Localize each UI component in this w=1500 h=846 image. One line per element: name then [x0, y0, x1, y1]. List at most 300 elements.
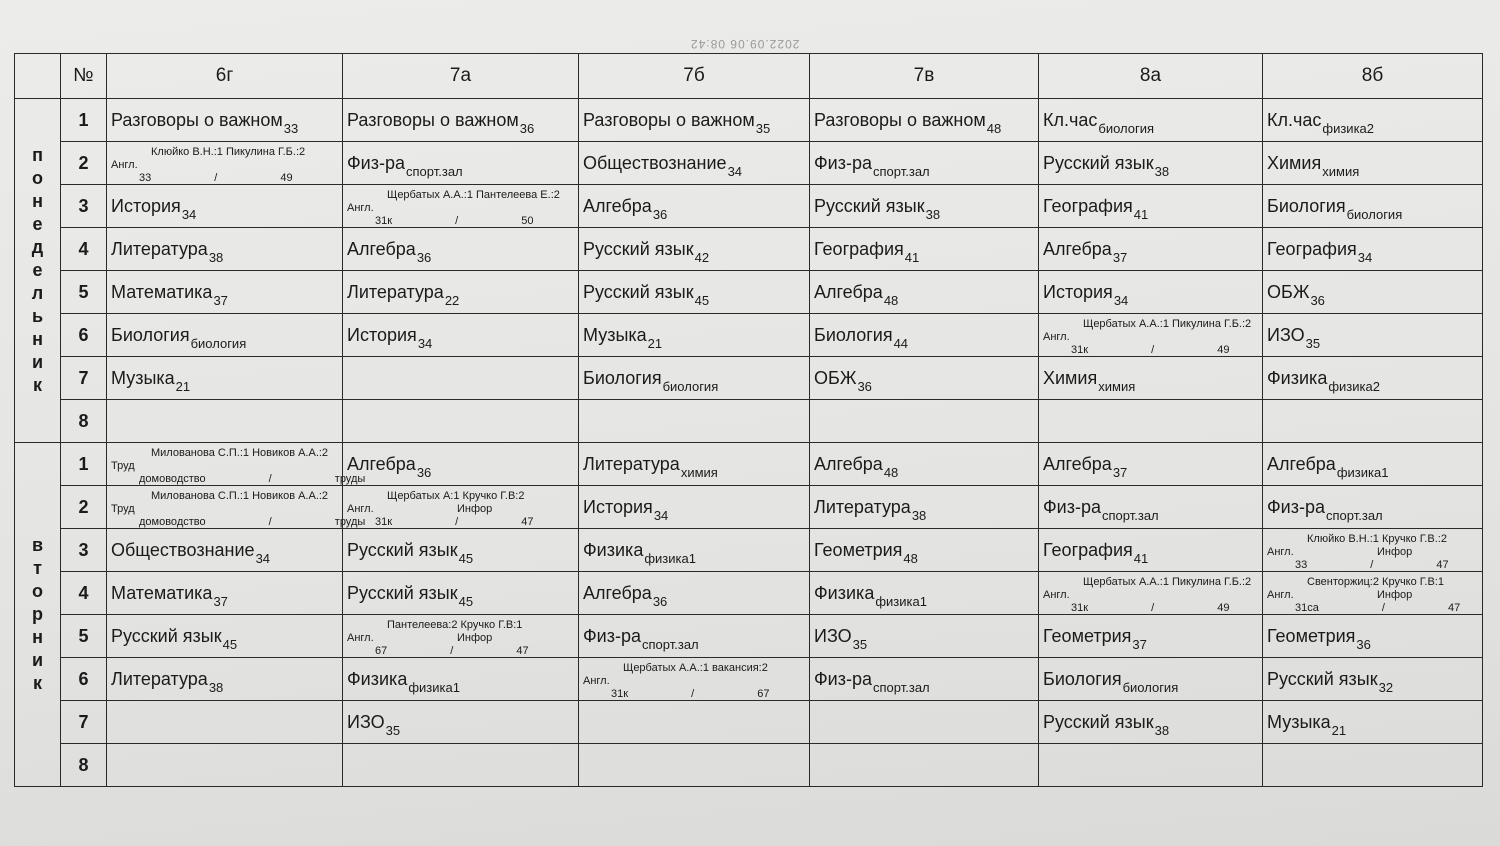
room-label: химия [1098, 378, 1136, 394]
lesson-cell [107, 185, 343, 228]
lesson-row [15, 99, 1483, 142]
subject-label: Англ. [347, 632, 374, 644]
lesson-row [15, 658, 1483, 701]
lesson-number: 2 [61, 486, 107, 529]
lesson-cell [1263, 228, 1483, 271]
room-label: 34 [181, 206, 197, 222]
split-lesson [1043, 573, 1258, 613]
lesson-row [15, 357, 1483, 400]
room-label: 45 [458, 593, 474, 609]
room-label: биология [1098, 120, 1155, 136]
room-label: 35 [1305, 335, 1321, 351]
room-label: 38 [208, 679, 224, 695]
lesson-row [15, 615, 1483, 658]
lesson-cell [810, 529, 1039, 572]
subject-label: ОБЖ [1267, 281, 1310, 302]
subject-label: Алгебра [814, 453, 883, 474]
lesson-row [15, 486, 1483, 529]
corner-cell [15, 54, 61, 99]
lesson-cell [107, 314, 343, 357]
lesson-cell [107, 529, 343, 572]
subject-label: Русский язык [583, 281, 694, 302]
subject-label: Англ. [1043, 331, 1070, 343]
room-label: физика1 [408, 679, 460, 695]
lesson-number: 6 [61, 658, 107, 701]
lesson-number: 8 [61, 400, 107, 443]
lesson-cell [1039, 572, 1263, 615]
subject-label: География [1043, 539, 1133, 560]
subject-label: История [1043, 281, 1113, 302]
subject-label: История [347, 324, 417, 345]
lesson-number: 1 [61, 443, 107, 486]
subject-label: Труд [111, 503, 135, 515]
room-label: 34 [653, 507, 669, 523]
lesson-number: 2 [61, 142, 107, 185]
room-label: 34 [727, 163, 743, 179]
subject-label: Алгебра [1043, 453, 1112, 474]
room-label: 36 [1310, 292, 1325, 308]
room-label: 37 [213, 593, 228, 609]
subject-label: Геометрия [1267, 625, 1356, 646]
subject-label: Геометрия [1043, 625, 1132, 646]
room-label: 37 [1112, 249, 1128, 265]
lesson-cell [107, 658, 343, 701]
lesson-cell [1263, 701, 1483, 744]
rooms-label: 31са / 47 [1295, 602, 1461, 614]
lesson-cell [579, 701, 810, 744]
room-label: 34 [255, 550, 271, 566]
subject-label: Англ. [583, 675, 610, 687]
lesson-cell [1263, 658, 1483, 701]
lesson-cell [1263, 572, 1483, 615]
teachers-label: Свенторжиц:2 Кручко Г.В:1 [1307, 576, 1444, 588]
rooms-label: 31к / 49 [1071, 602, 1230, 614]
teachers-label: Милованова С.П.:1 Новиков А.А.:2 [151, 490, 329, 502]
teachers-label: Щербатых А.А.:1 Пантелеева Е.:2 [387, 189, 560, 201]
lesson-cell [1039, 142, 1263, 185]
lesson-cell [1263, 529, 1483, 572]
subject-label: Литература [583, 453, 680, 474]
lesson-cell [579, 99, 810, 142]
lesson-cell [1263, 314, 1483, 357]
room-label: спорт.зал [873, 163, 930, 179]
lesson-cell [1039, 529, 1263, 572]
rooms-label: 31к / 67 [611, 688, 770, 700]
lesson-cell [579, 314, 810, 357]
subject-label: Музыка [583, 324, 647, 345]
lesson-cell [107, 572, 343, 615]
teachers-label: Клюйко В.Н.:1 Пикулина Г.Б.:2 [151, 146, 306, 158]
room-label: 37 [1112, 464, 1128, 480]
subject-label: История [111, 195, 181, 216]
lesson-cell [1263, 443, 1483, 486]
subject-label: Англ. [1267, 546, 1294, 558]
lesson-row [15, 701, 1483, 744]
lesson-cell [107, 271, 343, 314]
lesson-cell [1039, 314, 1263, 357]
lesson-number: 4 [61, 572, 107, 615]
lesson-cell [810, 701, 1039, 744]
subject-label: Алгебра [583, 195, 652, 216]
room-label: 38 [911, 507, 927, 523]
lesson-cell [579, 271, 810, 314]
subject-label: Физ-ра [1267, 496, 1326, 517]
room-label: биология [190, 335, 247, 351]
lesson-cell [1263, 99, 1483, 142]
subject-label: Алгебра [583, 582, 652, 603]
room-label: 34 [417, 335, 433, 351]
header-row [15, 54, 1483, 99]
room-label: физика2 [1328, 378, 1380, 394]
lesson-cell [107, 443, 366, 486]
split-lesson [347, 616, 574, 656]
lesson-cell [579, 357, 810, 400]
teachers-label: Щербатых А:1 Кручко Г.В:2 [387, 490, 525, 502]
lesson-cell [1263, 486, 1483, 529]
lesson-cell [343, 271, 579, 314]
room-label: 37 [1132, 636, 1147, 652]
lesson-cell [1039, 615, 1263, 658]
split-lesson [347, 186, 574, 226]
subject-label: Англ. [1043, 589, 1070, 601]
lesson-cell [107, 400, 343, 443]
subject-label: Обществознание [583, 152, 727, 173]
lesson-cell [810, 744, 1039, 787]
subject-label: Русский язык [1267, 668, 1378, 689]
split-lesson [347, 487, 574, 527]
rooms-label: 67 / 47 [375, 645, 529, 657]
room-label: 41 [1133, 206, 1149, 222]
lesson-cell [579, 400, 810, 443]
room-label: химия [680, 464, 718, 480]
subject-label: Русский язык [1043, 152, 1154, 173]
lesson-number: 8 [61, 744, 107, 787]
room-label: 48 [986, 120, 1002, 136]
lesson-cell [107, 142, 343, 185]
subject-label: Физ-ра [583, 625, 642, 646]
subject-label: Музыка [111, 367, 175, 388]
lesson-cell [810, 615, 1039, 658]
subject-label: Алгебра [347, 453, 416, 474]
lesson-cell [579, 615, 810, 658]
room-label: 48 [883, 464, 899, 480]
lesson-number: 3 [61, 529, 107, 572]
lesson-cell [810, 658, 1039, 701]
lesson-cell [579, 142, 810, 185]
room-label: 21 [647, 335, 663, 351]
lesson-number: 7 [61, 357, 107, 400]
subject-label: Разговоры о важном [583, 109, 755, 130]
room-label: 38 [1154, 163, 1170, 179]
col-header-class: 8а [1039, 54, 1263, 99]
lesson-row [15, 271, 1483, 314]
subject-label: Русский язык [1043, 711, 1154, 732]
subject-label: Кл.час [1267, 109, 1322, 130]
lesson-cell [810, 400, 1039, 443]
split-lesson [111, 444, 366, 485]
subject-label: Разговоры о важном [347, 109, 519, 130]
lesson-cell [343, 744, 579, 787]
print-stamp: 2022.09.06 08:42 [690, 37, 800, 51]
lesson-cell [343, 701, 579, 744]
split-lesson [1267, 530, 1478, 570]
lesson-cell [1263, 357, 1483, 400]
rooms-label: домоводство / труды [139, 473, 366, 485]
lesson-cell [343, 99, 579, 142]
teachers-label: Щербатых А.А.:1 вакансия:2 [623, 662, 768, 674]
room-label: физика1 [644, 550, 696, 566]
lesson-cell [343, 314, 579, 357]
lesson-cell [1039, 271, 1263, 314]
room-label: 35 [852, 636, 868, 652]
lesson-row [15, 400, 1483, 443]
lesson-cell [810, 314, 1039, 357]
subject-label: ИЗО [1267, 324, 1305, 345]
subject-label: Биология [1267, 195, 1346, 216]
subject-label: Труд [111, 460, 135, 472]
lesson-cell [1039, 185, 1263, 228]
lesson-cell [107, 228, 343, 271]
lesson-number: 5 [61, 271, 107, 314]
rooms-label: 31к / 50 [375, 215, 534, 227]
subject-label-2: Инфор [1377, 589, 1413, 601]
rooms-label: 31к / 49 [1071, 344, 1230, 356]
subject-label: Математика [111, 582, 213, 603]
subject-label: Биология [814, 324, 893, 345]
lesson-cell [107, 744, 343, 787]
lesson-cell [579, 443, 810, 486]
subject-label: Физ-ра [1043, 496, 1102, 517]
room-label: физика2 [1322, 120, 1375, 136]
room-label: 36 [652, 593, 668, 609]
subject-label: История [583, 496, 653, 517]
subject-label: Литература [814, 496, 911, 517]
subject-label: Литература [111, 668, 208, 689]
room-label: 36 [519, 120, 535, 136]
subject-label: Физ-ра [347, 152, 406, 173]
lesson-row [15, 744, 1483, 787]
col-header-class: 6г [107, 54, 343, 99]
subject-label: Геометрия [814, 539, 903, 560]
subject-label: Русский язык [111, 625, 222, 646]
rooms-label: домоводство / труды [139, 516, 366, 528]
split-lesson [111, 143, 338, 183]
lesson-cell [579, 228, 810, 271]
subject-label: Алгебра [814, 281, 883, 302]
subject-label: Физ-ра [814, 668, 873, 689]
lesson-cell [343, 357, 579, 400]
lesson-row [15, 529, 1483, 572]
lesson-cell [343, 615, 579, 658]
room-label: биология [1346, 206, 1403, 222]
room-label: 34 [1357, 249, 1373, 265]
lesson-cell [343, 572, 579, 615]
lesson-cell [579, 658, 810, 701]
room-label: спорт.зал [1326, 507, 1383, 523]
teachers-label: Пантелеева:2 Кручко Г.В:1 [387, 619, 523, 631]
subject-label: Химия [1043, 367, 1098, 388]
subject-label: Разговоры о важном [111, 109, 283, 130]
room-label: 36 [857, 378, 872, 394]
room-label: биология [662, 378, 719, 394]
lesson-row [15, 185, 1483, 228]
teachers-label: Щербатых А.А.:1 Пикулина Г.Б.:2 [1083, 318, 1252, 330]
lesson-number: 7 [61, 701, 107, 744]
split-lesson [1267, 573, 1478, 613]
subject-label: Математика [111, 281, 213, 302]
subject-label: Биология [583, 367, 662, 388]
lesson-number: 6 [61, 314, 107, 357]
lesson-cell [107, 615, 343, 658]
room-label: спорт.зал [642, 636, 699, 652]
lesson-cell [579, 744, 810, 787]
lesson-cell [1263, 142, 1483, 185]
lesson-number: 1 [61, 99, 107, 142]
col-header-number: № [61, 54, 107, 99]
room-label: 38 [208, 249, 224, 265]
subject-label: Обществознание [111, 539, 255, 560]
lesson-row [15, 314, 1483, 357]
lesson-cell [343, 529, 579, 572]
subject-label: Алгебра [1043, 238, 1112, 259]
lesson-number: 3 [61, 185, 107, 228]
room-label: 44 [893, 335, 909, 351]
subject-label: Кл.час [1043, 109, 1098, 130]
lesson-cell [1039, 486, 1263, 529]
lesson-row [15, 572, 1483, 615]
day-label: в т о р н и к [15, 443, 61, 787]
lesson-cell [810, 357, 1039, 400]
room-label: 33 [283, 120, 299, 136]
lesson-cell [1039, 228, 1263, 271]
room-label: 41 [904, 249, 920, 265]
lesson-cell [579, 572, 810, 615]
lesson-cell [1039, 744, 1263, 787]
room-label: 21 [1331, 722, 1347, 738]
lesson-cell [1263, 185, 1483, 228]
teachers-label: Клюйко В.Н.:1 Кручко Г.В.:2 [1307, 533, 1447, 545]
lesson-cell [810, 443, 1039, 486]
subject-label: Русский язык [347, 539, 458, 560]
room-label: 48 [883, 292, 899, 308]
subject-label: Биология [111, 324, 190, 345]
lesson-cell [1039, 658, 1263, 701]
lesson-cell [810, 99, 1039, 142]
room-label: 42 [694, 249, 710, 265]
lesson-cell [810, 228, 1039, 271]
room-label: 32 [1378, 679, 1394, 695]
subject-label: Литература [347, 281, 444, 302]
teachers-label: Щербатых А.А.:1 Пикулина Г.Б.:2 [1083, 576, 1252, 588]
room-label: 36 [1356, 636, 1371, 652]
col-header-class: 8б [1263, 54, 1483, 99]
split-lesson [583, 659, 805, 699]
subject-label: Физика [583, 539, 644, 560]
lesson-cell [107, 701, 343, 744]
room-label: 45 [694, 292, 710, 308]
room-label: 41 [1133, 550, 1149, 566]
room-label: 38 [925, 206, 941, 222]
subject-label: ОБЖ [814, 367, 857, 388]
rooms-label: 33 / 49 [139, 172, 293, 184]
lesson-cell [1263, 615, 1483, 658]
room-label: 34 [1113, 292, 1129, 308]
subject-label: Музыка [1267, 711, 1331, 732]
room-label: 38 [1154, 722, 1170, 738]
lesson-cell [343, 658, 579, 701]
lesson-cell [107, 357, 343, 400]
rooms-label: 31к / 47 [375, 516, 534, 528]
subject-label: Алгебра [347, 238, 416, 259]
lesson-cell [579, 185, 810, 228]
subject-label: Физика [814, 582, 875, 603]
room-label: 36 [416, 464, 432, 480]
subject-label: Русский язык [583, 238, 694, 259]
subject-label: Физика [1267, 367, 1328, 388]
lesson-cell [1039, 443, 1263, 486]
col-header-class: 7а [343, 54, 579, 99]
room-label: физика1 [1336, 464, 1389, 480]
subject-label: ИЗО [347, 711, 385, 732]
subject-label: Англ. [347, 503, 374, 515]
lesson-cell [810, 271, 1039, 314]
subject-label: Русский язык [814, 195, 925, 216]
subject-label: Литература [111, 238, 208, 259]
subject-label: Русский язык [347, 582, 458, 603]
subject-label: Физика [347, 668, 408, 689]
subject-label: Англ. [111, 159, 138, 171]
subject-label: Химия [1267, 152, 1322, 173]
subject-label-2: Инфор [457, 503, 493, 515]
lesson-number: 5 [61, 615, 107, 658]
room-label: спорт.зал [873, 679, 930, 695]
lesson-cell [579, 529, 810, 572]
lesson-cell [343, 443, 579, 486]
room-label: биология [1122, 679, 1179, 695]
lesson-cell [810, 142, 1039, 185]
subject-label: Биология [1043, 668, 1122, 689]
room-label: 48 [903, 550, 918, 566]
subject-label-2: Инфор [457, 632, 493, 644]
lesson-cell [1039, 400, 1263, 443]
subject-label: Англ. [347, 202, 374, 214]
col-header-class: 7в [810, 54, 1039, 99]
lesson-cell [1039, 701, 1263, 744]
room-label: 35 [385, 722, 401, 738]
subject-label: ИЗО [814, 625, 852, 646]
lesson-cell [810, 486, 1039, 529]
rooms-label: 33 / 47 [1295, 559, 1449, 571]
lesson-cell [343, 228, 579, 271]
room-label: 21 [175, 378, 191, 394]
room-label: 22 [444, 292, 460, 308]
room-label: физика1 [875, 593, 927, 609]
subject-label: Алгебра [1267, 453, 1336, 474]
room-label: 36 [416, 249, 432, 265]
teachers-label: Милованова С.П.:1 Новиков А.А.:2 [151, 447, 329, 459]
subject-label: География [1043, 195, 1133, 216]
lesson-number: 4 [61, 228, 107, 271]
room-label: 45 [222, 636, 238, 652]
lesson-cell [1039, 357, 1263, 400]
subject-label: Англ. [1267, 589, 1294, 601]
room-label: 35 [755, 120, 771, 136]
col-header-class: 7б [579, 54, 810, 99]
lesson-cell [343, 486, 579, 529]
lesson-cell [1039, 99, 1263, 142]
subject-label-2: Инфор [1377, 546, 1413, 558]
schedule-table [14, 53, 1483, 787]
